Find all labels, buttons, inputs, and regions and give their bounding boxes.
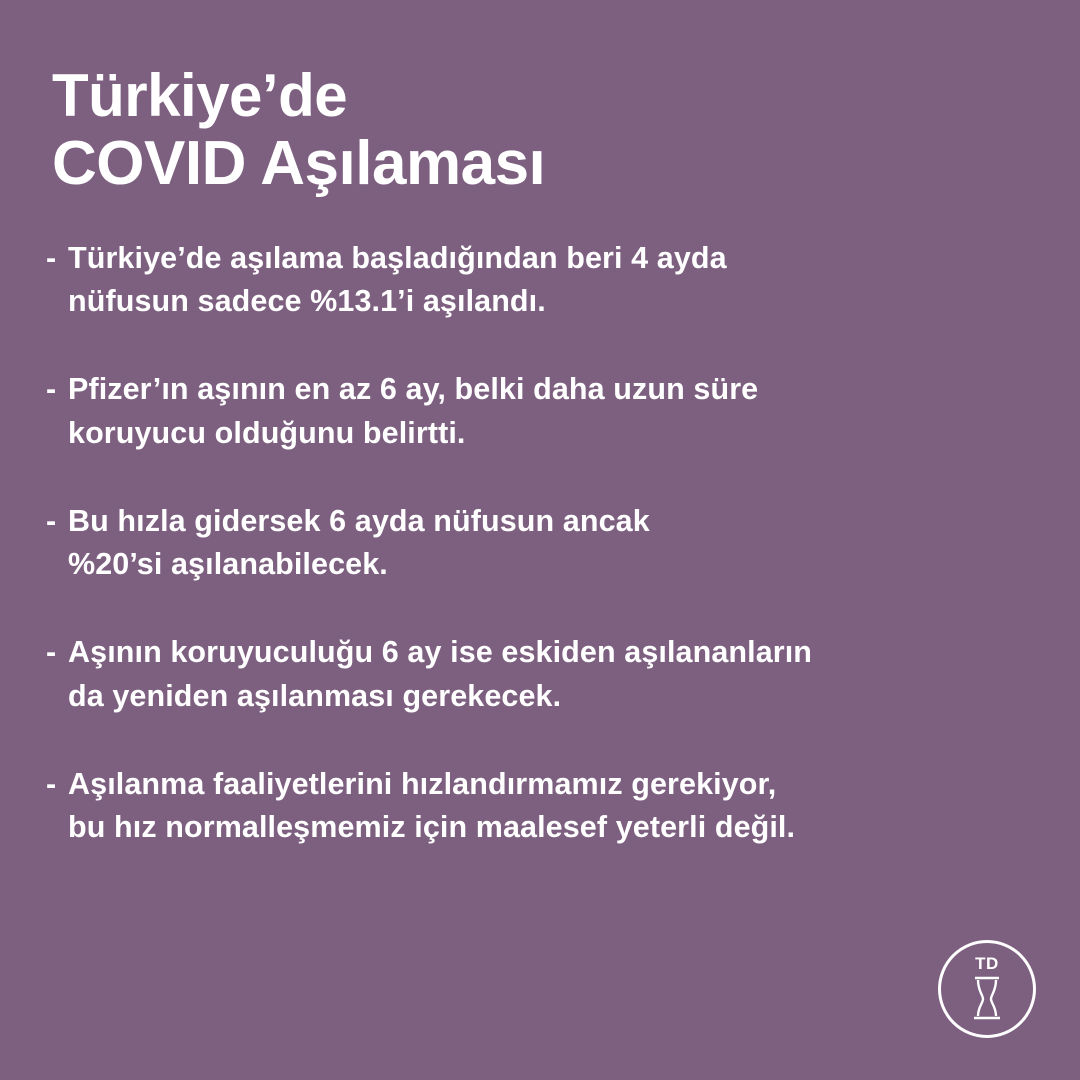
bullet-line: koruyucu olduğunu belirtti.	[68, 415, 466, 450]
page-title	[52, 62, 1034, 199]
bullet-marker: -	[46, 503, 57, 538]
list-item	[46, 500, 1034, 587]
bullet-line: Türkiye’de aşılama başladığından beri 4 ayda	[68, 240, 727, 275]
list-item	[46, 631, 1034, 718]
bullet-marker: -	[46, 372, 57, 407]
bullet-line: Pfizer’ın aşının en az 6 ay, belki daha uzun süre	[68, 372, 759, 407]
bullet-line: Aşının koruyuculuğu 6 ay ise eskiden aşılananların	[68, 635, 813, 670]
list-item	[46, 368, 1034, 455]
bullet-list	[46, 237, 1034, 850]
bullet-marker: -	[46, 240, 57, 275]
bullet-marker: -	[46, 635, 57, 670]
bullet-text	[68, 631, 1034, 718]
title-line-1: Türkiye’de	[52, 62, 348, 129]
bullet-line: bu hız normalleşmemiz için maalesef yeterli değil.	[68, 810, 796, 845]
bullet-text	[68, 368, 1034, 455]
bullet-text	[68, 237, 1034, 324]
tea-glass-icon	[967, 975, 1007, 1023]
logo-initials: TD	[975, 954, 999, 973]
bullet-line: Aşılanma faaliyetlerini hızlandırmamız gerekiyor,	[68, 767, 777, 801]
bullet-line: Bu hızla gidersek 6 ayda nüfusun ancak	[68, 503, 650, 538]
bullet-text	[68, 500, 1034, 587]
bullet-text	[68, 763, 1034, 850]
title-line-2: COVID Aşılaması	[52, 129, 546, 199]
brand-logo	[938, 940, 1036, 1038]
bullet-marker: -	[46, 767, 57, 801]
bullet-line: nüfusun sadece %13.1’i aşılandı.	[68, 283, 546, 318]
bullet-line: %20’si aşılanabilecek.	[68, 547, 388, 582]
bullet-line: da yeniden aşılanması gerekecek.	[68, 678, 562, 713]
list-item	[46, 237, 1034, 324]
list-item	[46, 763, 1034, 850]
